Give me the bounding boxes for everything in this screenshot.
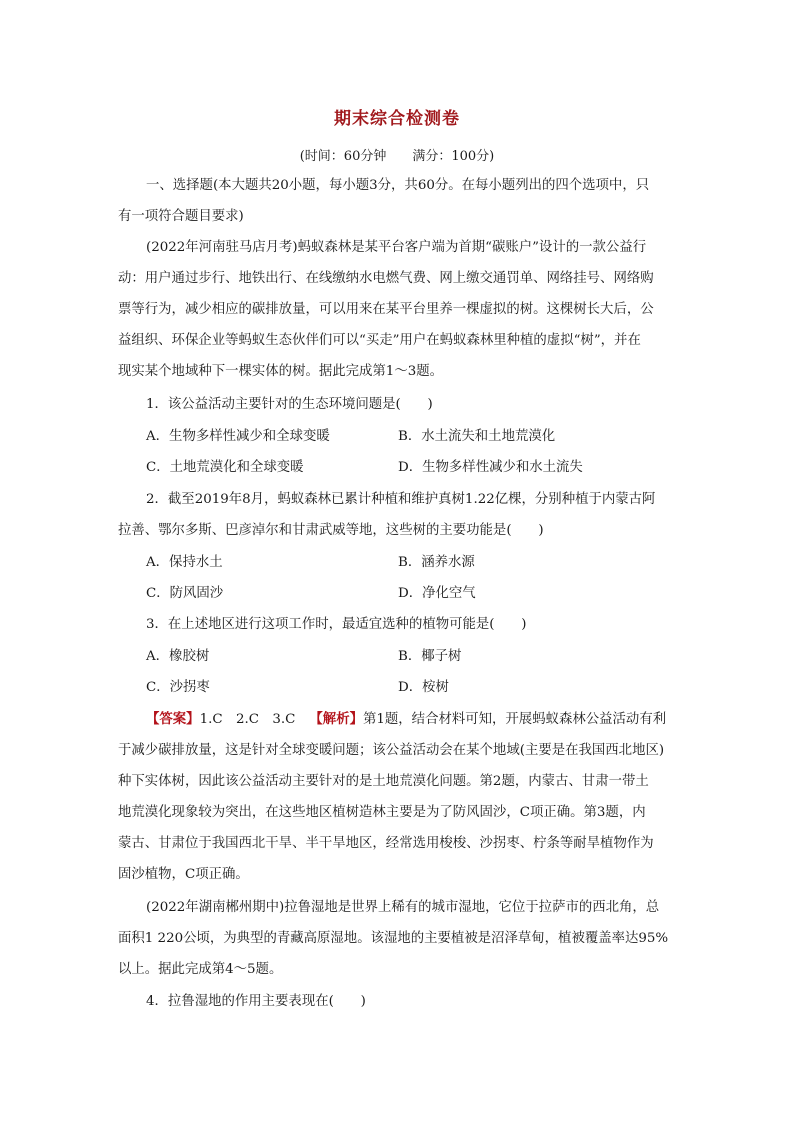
question-2-stem: 2．截至2019年8月，蚂蚁森林已累计种植和维护真树1.22亿棵，分别种植于内蒙古阿 xyxy=(146,492,656,507)
answer-tag: 【答案】 xyxy=(146,711,200,727)
exam-info xyxy=(0,145,794,164)
passage-line: 面积1 220公顷，为典型的青藏高原湿地。该湿地的主要植被是沼泽草甸，植被覆盖率达95% xyxy=(118,931,669,946)
analysis-line: 地荒漠化现象较为突出，在这些地区植树造林主要是为了防风固沙，C项正确。第3题，内 xyxy=(118,805,646,820)
section-heading-line: 一、选择题(本大题共20小题，每小题3分，共60分。在每小题列出的四个选项中，只 xyxy=(146,178,650,193)
q1-option-a: A．生物多样性减少和全球变暖 xyxy=(146,429,330,444)
question-3-stem: 3．在上述地区进行这项工作时，最适宜选种的植物可能是( ) xyxy=(146,617,527,632)
q1-option-b: B．水土流失和土地荒漠化 xyxy=(398,429,556,444)
page-title: 期末综合检测卷 xyxy=(334,109,460,129)
passage-line: 票等行为，减少相应的碳排放量，可以用来在某平台里养一棵虚拟的树。这棵树长大后，公 xyxy=(118,302,654,317)
answer-keys: 1.C 2.C 3.C xyxy=(199,712,296,727)
analysis-line: 于减少碳排放量，这是针对全球变暖问题；该公益活动会在某个地域(主要是在我国西北地区) xyxy=(118,743,665,758)
passage-line: (2022年湖南郴州期中)拉鲁湿地是世界上稀有的城市湿地，它位于拉萨市的西北角，总 xyxy=(146,900,660,915)
question-2-stem: 拉善、鄂尔多斯、巴彦淖尔和甘肃武威等地，这些树的主要功能是( ) xyxy=(118,523,544,538)
answer-line xyxy=(146,708,666,727)
q2-option-a: A．保持水土 xyxy=(146,555,223,570)
analysis-line: 固沙植物，C项正确。 xyxy=(118,867,249,882)
q3-option-a: A．橡胶树 xyxy=(146,649,210,664)
q2-option-b: B．涵养水源 xyxy=(398,555,475,570)
passage-line: 益组织、环保企业等蚂蚁生态伙伴们可以“买走”用户在蚂蚁森林里种植的虚拟“树”，并在 xyxy=(118,333,641,348)
q2-option-d: D．净化空气 xyxy=(398,586,476,601)
q3-option-d: D．桉树 xyxy=(398,680,449,695)
q3-option-b: B．椰子树 xyxy=(398,649,462,664)
section-heading-line: 有一项符合题目要求) xyxy=(118,209,244,224)
passage-line: 以上。据此完成第4～5题。 xyxy=(118,962,283,977)
analysis-tag: 【解析】 xyxy=(309,711,363,727)
passage-line: 动：用户通过步行、地铁出行、在线缴纳水电燃气费、网上缴交通罚单、网络挂号、网络购 xyxy=(118,271,654,286)
q3-option-c: C．沙拐枣 xyxy=(146,680,210,695)
q1-option-d: D．生物多样性减少和水土流失 xyxy=(398,460,583,475)
exam-time: (时间：60分钟 xyxy=(299,149,387,164)
analysis-text: 第1题，结合材料可知，开展蚂蚁森林公益活动有利 xyxy=(362,712,667,727)
question-1-stem: 1．该公益活动主要针对的生态环境问题是( ) xyxy=(146,397,433,412)
q2-option-c: C．防风固沙 xyxy=(146,586,224,601)
analysis-line: 种下实体树，因此该公益活动主要针对的是土地荒漠化问题。第2题，内蒙古、甘肃一带土 xyxy=(118,774,649,789)
passage-line: 现实某个地域种下一棵实体的树。据此完成第1～3题。 xyxy=(118,364,444,379)
question-4-stem: 4．拉鲁湿地的作用主要表现在( ) xyxy=(146,994,366,1009)
q1-option-c: C．土地荒漠化和全球变暖 xyxy=(146,460,304,475)
analysis-line: 蒙古、甘肃位于我国西北干旱、半干旱地区，经常选用梭梭、沙拐枣、柠条等耐旱植物作为 xyxy=(118,836,654,851)
exam-score: 满分：100分) xyxy=(412,149,495,164)
passage-line: (2022年河南驻马店月考)蚂蚁森林是某平台客户端为首期“碳账户”设计的一款公益行 xyxy=(146,240,647,255)
